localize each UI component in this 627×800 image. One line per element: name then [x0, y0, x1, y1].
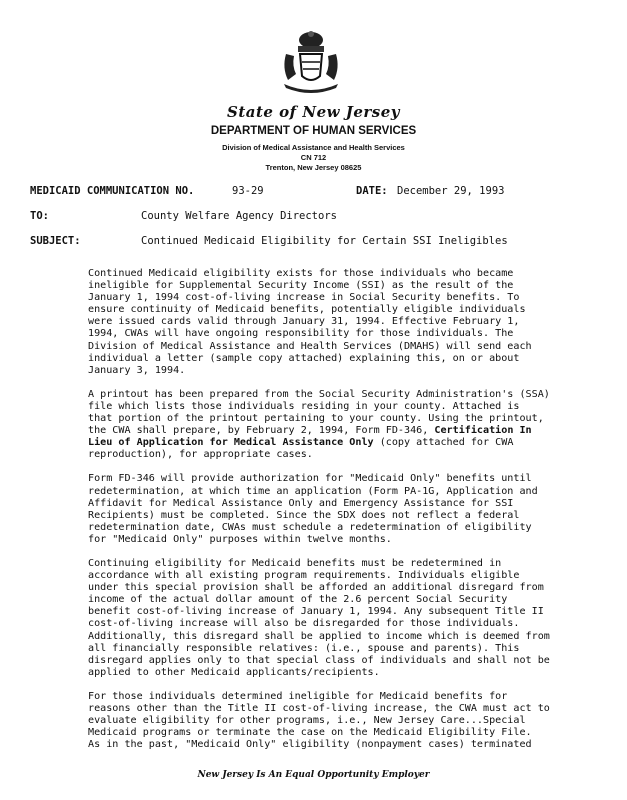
- paragraph-3: Form FD-346 will provide authorization for "Medicaid Only" benefits until redetermination, at which time an application (Form PA-1G, Application and Affidavit for Medical Assistance Only and Emergency Assistance for SSI Recipients) must be completed. Since the SDX does not reflect a federal redetermination date, CWAs must schedule a redetermination of eligibility for "Medicaid Only" purposes within twelve months.: [88, 473, 538, 545]
- date-label: DATE:: [356, 185, 388, 197]
- form-title-bold: Certification In Lieu of Application for Medical Assistance Only: [88, 425, 532, 449]
- comm-number: 93-29: [232, 185, 264, 197]
- paragraph-2-part-c: (copy attached for CWA reproduction), for appropriate cases.: [88, 437, 514, 461]
- subject-value: Continued Medicaid Eligibility for Certain SSI Ineligibles: [141, 235, 508, 247]
- date-value: December 29, 1993: [397, 185, 505, 197]
- division-name: Division of Medical Assistance and Health Services: [222, 143, 405, 152]
- paragraph-2: [88, 389, 588, 462]
- to-label: TO:: [30, 210, 49, 222]
- paragraph-5: For those individuals determined ineligible for Medicaid benefits for reasons other than the Title II cost-of-living increase, the CWA must act to evaluate eligibility for other programs, i.e., New Jersey Care...Special Medicaid programs or terminate the case on the Medicaid Eligibility File. As in the past, "Medicaid Only" eligibility (nonpayment cases) terminated: [88, 690, 550, 751]
- footer-tagline: New Jersey Is An Equal Opportunity Employer: [197, 770, 430, 780]
- paragraph-2-part-a: A printout has been prepared from the Social Security Administration's (SSA) file which lists those individuals residing in your county. Attached is that portion of the printout pertaining to your county. Using the printout, the CWA shall prepare, by February 2, 1994, Form FD-346,: [88, 388, 550, 437]
- comm-label: MEDICAID COMMUNICATION NO.: [30, 185, 195, 197]
- cn-number: CN 712: [300, 153, 327, 162]
- memo-body: [88, 268, 588, 763]
- to-value: County Welfare Agency Directors: [141, 210, 337, 222]
- subject-label: SUBJECT:: [30, 235, 81, 247]
- department-name: DEPARTMENT OF HUMAN SERVICES: [210, 125, 417, 137]
- state-seal-icon: [276, 28, 346, 96]
- state-title: State of New Jersey: [227, 103, 400, 121]
- paragraph-4: Continuing eligibility for Medicaid benefits must be redetermined in accordance with all existing program requirements. Individuals eligible under this special provision shall be afforded an additional disregard from income of the actual dollar amount of the 2.6 percent Social Security benefit cost-of-living increase of January 1, 1994. Any subsequent Title II cost-of-living increase will also be disregarded for those individuals. Additionally, this disregard shall be applied to income which is deemed from all financially responsible relatives: (i.e., spouse and parents). This disregard applies only to that special class of individuals and shall not be applied to other Medicaid applicants/recipients.: [88, 557, 550, 678]
- city-address: Trenton, New Jersey 08625: [265, 163, 362, 172]
- paragraph-1: Continued Medicaid eligibility exists for those individuals who became ineligible for Supplemental Security Income (SSI) as the result of the January 1, 1994 cost-of-living increase in Social Security benefits. To ensure continuity of Medicaid benefits, potentially eligible individuals were issued cards valid through January 31, 1994. Effective February 1, 1994, CWAs will have ongoing responsibility for those individuals. The Division of Medical Assistance and Health Services (DMAHS) will send each individual a letter (sample copy attached) explaining this, on or about January 3, 1994.: [88, 268, 532, 376]
